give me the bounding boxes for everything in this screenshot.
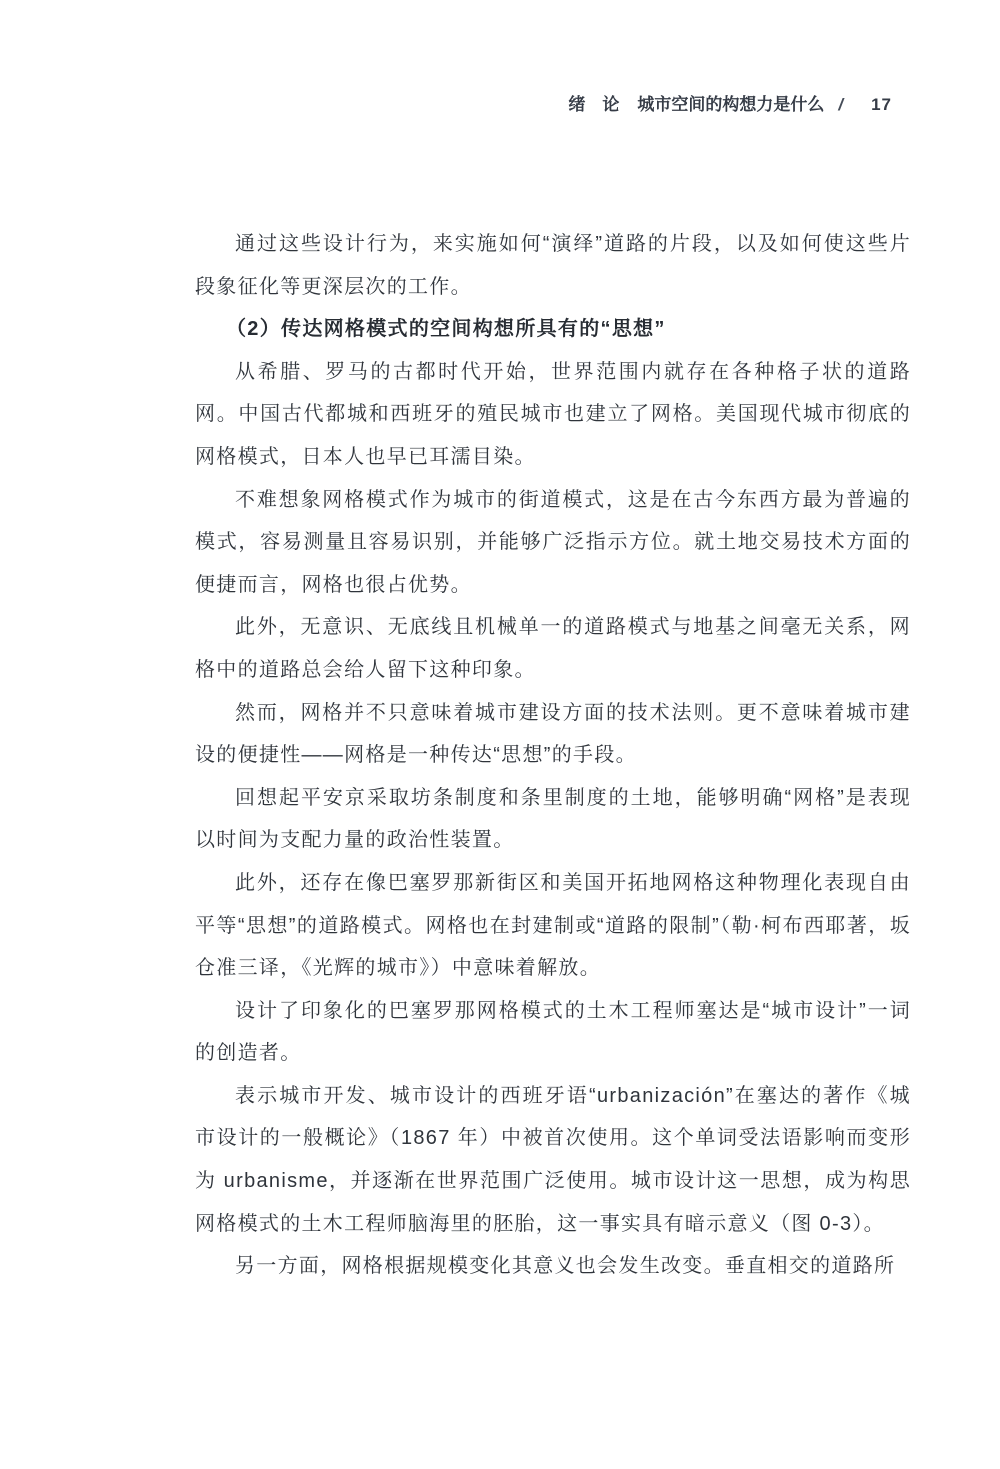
header-separator: / (838, 95, 844, 114)
paragraph: 然而，网格并不只意味着城市建设方面的技术法则。更不意味着城市建设的便捷性——网格是一种传达“思想”的手段。 (195, 701, 911, 767)
page-header (195, 90, 892, 115)
paragraph: 另一方面，网格根据规模变化其意义也会发生改变。垂直相交的道路所 (235, 1255, 896, 1278)
paragraph: 回想起平安京采取坊条制度和条里制度的土地，能够明确“网格”是表现以时间为支配力量的政治性装置。 (195, 786, 911, 852)
paragraph: 设计了印象化的巴塞罗那网格模式的土木工程师塞达是“城市设计”一词的创造者。 (195, 999, 911, 1065)
paragraph: 此外，还存在像巴塞罗那新街区和美国开拓地网格这种物理化表现自由平等“思想”的道路模式。网格也在封建制或“道路的限制”（勒·柯布西耶著，坂仓准三译，《光辉的城市》）中意味着解放。 (195, 871, 911, 980)
paragraph: 通过这些设计行为，来实施如何“演绎”道路的片段，以及如何使这些片段象征化等更深层次的工作。 (195, 233, 911, 298)
paragraph: 表示城市开发、城市设计的西班牙语“urbanización”在塞达的著作《城市设计的一般概论》（1867 年）中被首次使用。这个单词受法语影响而变形为 urbanisme，并逐渐在世界范围广泛使用。城市设计这一思想，成为构思网格模式的土木工程师脑海里的胚胎，这一事实具有暗示意义（图 0-3）。 (195, 1084, 911, 1235)
header-chapter-label: 绪 论 (568, 95, 620, 114)
header-chapter-title: 城市空间的构想力是什么 (637, 95, 825, 114)
paragraph: 从希腊、罗马的古都时代开始，世界范围内就存在各种格子状的道路网。中国古代都城和西班牙的殖民城市也建立了网格。美国现代城市彻底的网格模式，日本人也早已耳濡目染。 (195, 360, 911, 468)
paragraph: 此外，无意识、无底线且机械单一的道路模式与地基之间毫无关系，网格中的道路总会给人留下这种印象。 (195, 616, 911, 681)
page-body (195, 223, 911, 1288)
paragraph: 不难想象网格模式作为城市的街道模式，这是在古今东西方最为普遍的模式，容易测量且容易识别，并能够广泛指示方位。就土地交易技术方面的便捷而言，网格也很占优势。 (195, 488, 911, 596)
section-heading: （2）传达网格模式的空间构想所具有的“思想” (226, 318, 666, 341)
header-page-number: 17 (871, 95, 892, 114)
